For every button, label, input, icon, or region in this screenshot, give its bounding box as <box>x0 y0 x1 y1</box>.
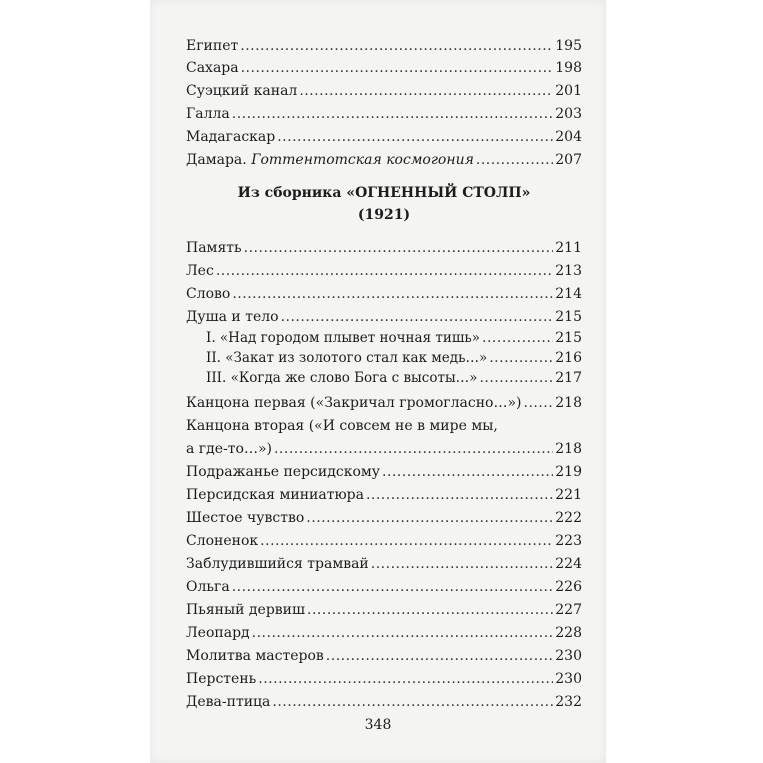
toc-entry-line1: Канцона вторая («И совсем не в мире мы, <box>186 418 498 434</box>
section-heading-year: (1921) <box>357 207 411 223</box>
toc-entry: Подражанье персидскому ..... 219 <box>186 461 582 483</box>
toc-entry: Дамара. Готтентотская космогония ..... 207 <box>186 149 582 171</box>
toc-entry: Суэцкий канал ..... 201 <box>186 80 582 102</box>
toc-entry: Галла ..... 203 <box>186 103 582 125</box>
toc-entry: Мадагаскар ..... 204 <box>186 126 582 148</box>
page-number: 348 <box>364 717 392 733</box>
toc-subentry: II. «Закат из золотого стал как медь…» ..... 216 <box>186 347 582 369</box>
toc-entry: Персидская миниатюра ..... 221 <box>186 484 582 506</box>
toc-entry: Заблудившийся трамвай ..... 224 <box>186 553 582 575</box>
toc-entry: Сахара ..... 198 <box>186 57 582 79</box>
toc-entry: Лес ..... 213 <box>186 260 582 282</box>
toc-entry: Душа и тело ..... 215 <box>186 306 582 328</box>
toc-entry: Леопард ..... 228 <box>186 622 582 644</box>
section-heading: Из сборника «ОГНЕННЫЙ СТОЛП» <box>237 185 531 201</box>
toc-entry: Дева-птица ..... 232 <box>186 691 582 713</box>
toc-entry: Ольга ..... 226 <box>186 576 582 598</box>
toc-entry: Перстень ..... 230 <box>186 668 582 690</box>
toc-subentry: III. «Когда же слово Бога с высоты…» ..... 217 <box>186 367 582 389</box>
toc-entry: Молитва мастеров ..... 230 <box>186 645 582 667</box>
toc-entry: Египет ..... 195 <box>186 35 582 57</box>
toc-entry: а где-то…») ..... 218 <box>186 438 582 460</box>
toc-entry: Слоненок ..... 223 <box>186 530 582 552</box>
toc-entry: Память ..... 211 <box>186 237 582 259</box>
toc-entry: Пьяный дервиш ..... 227 <box>186 599 582 621</box>
toc-subentry: I. «Над городом плывет ночная тишь» ..... 215 <box>186 327 582 349</box>
toc-entry: Канцона первая («Закричал громогласно…») ..... 218 <box>186 392 582 414</box>
toc-entry: Шестое чувство ..... 222 <box>186 507 582 529</box>
toc-entry: Слово ..... 214 <box>186 283 582 305</box>
